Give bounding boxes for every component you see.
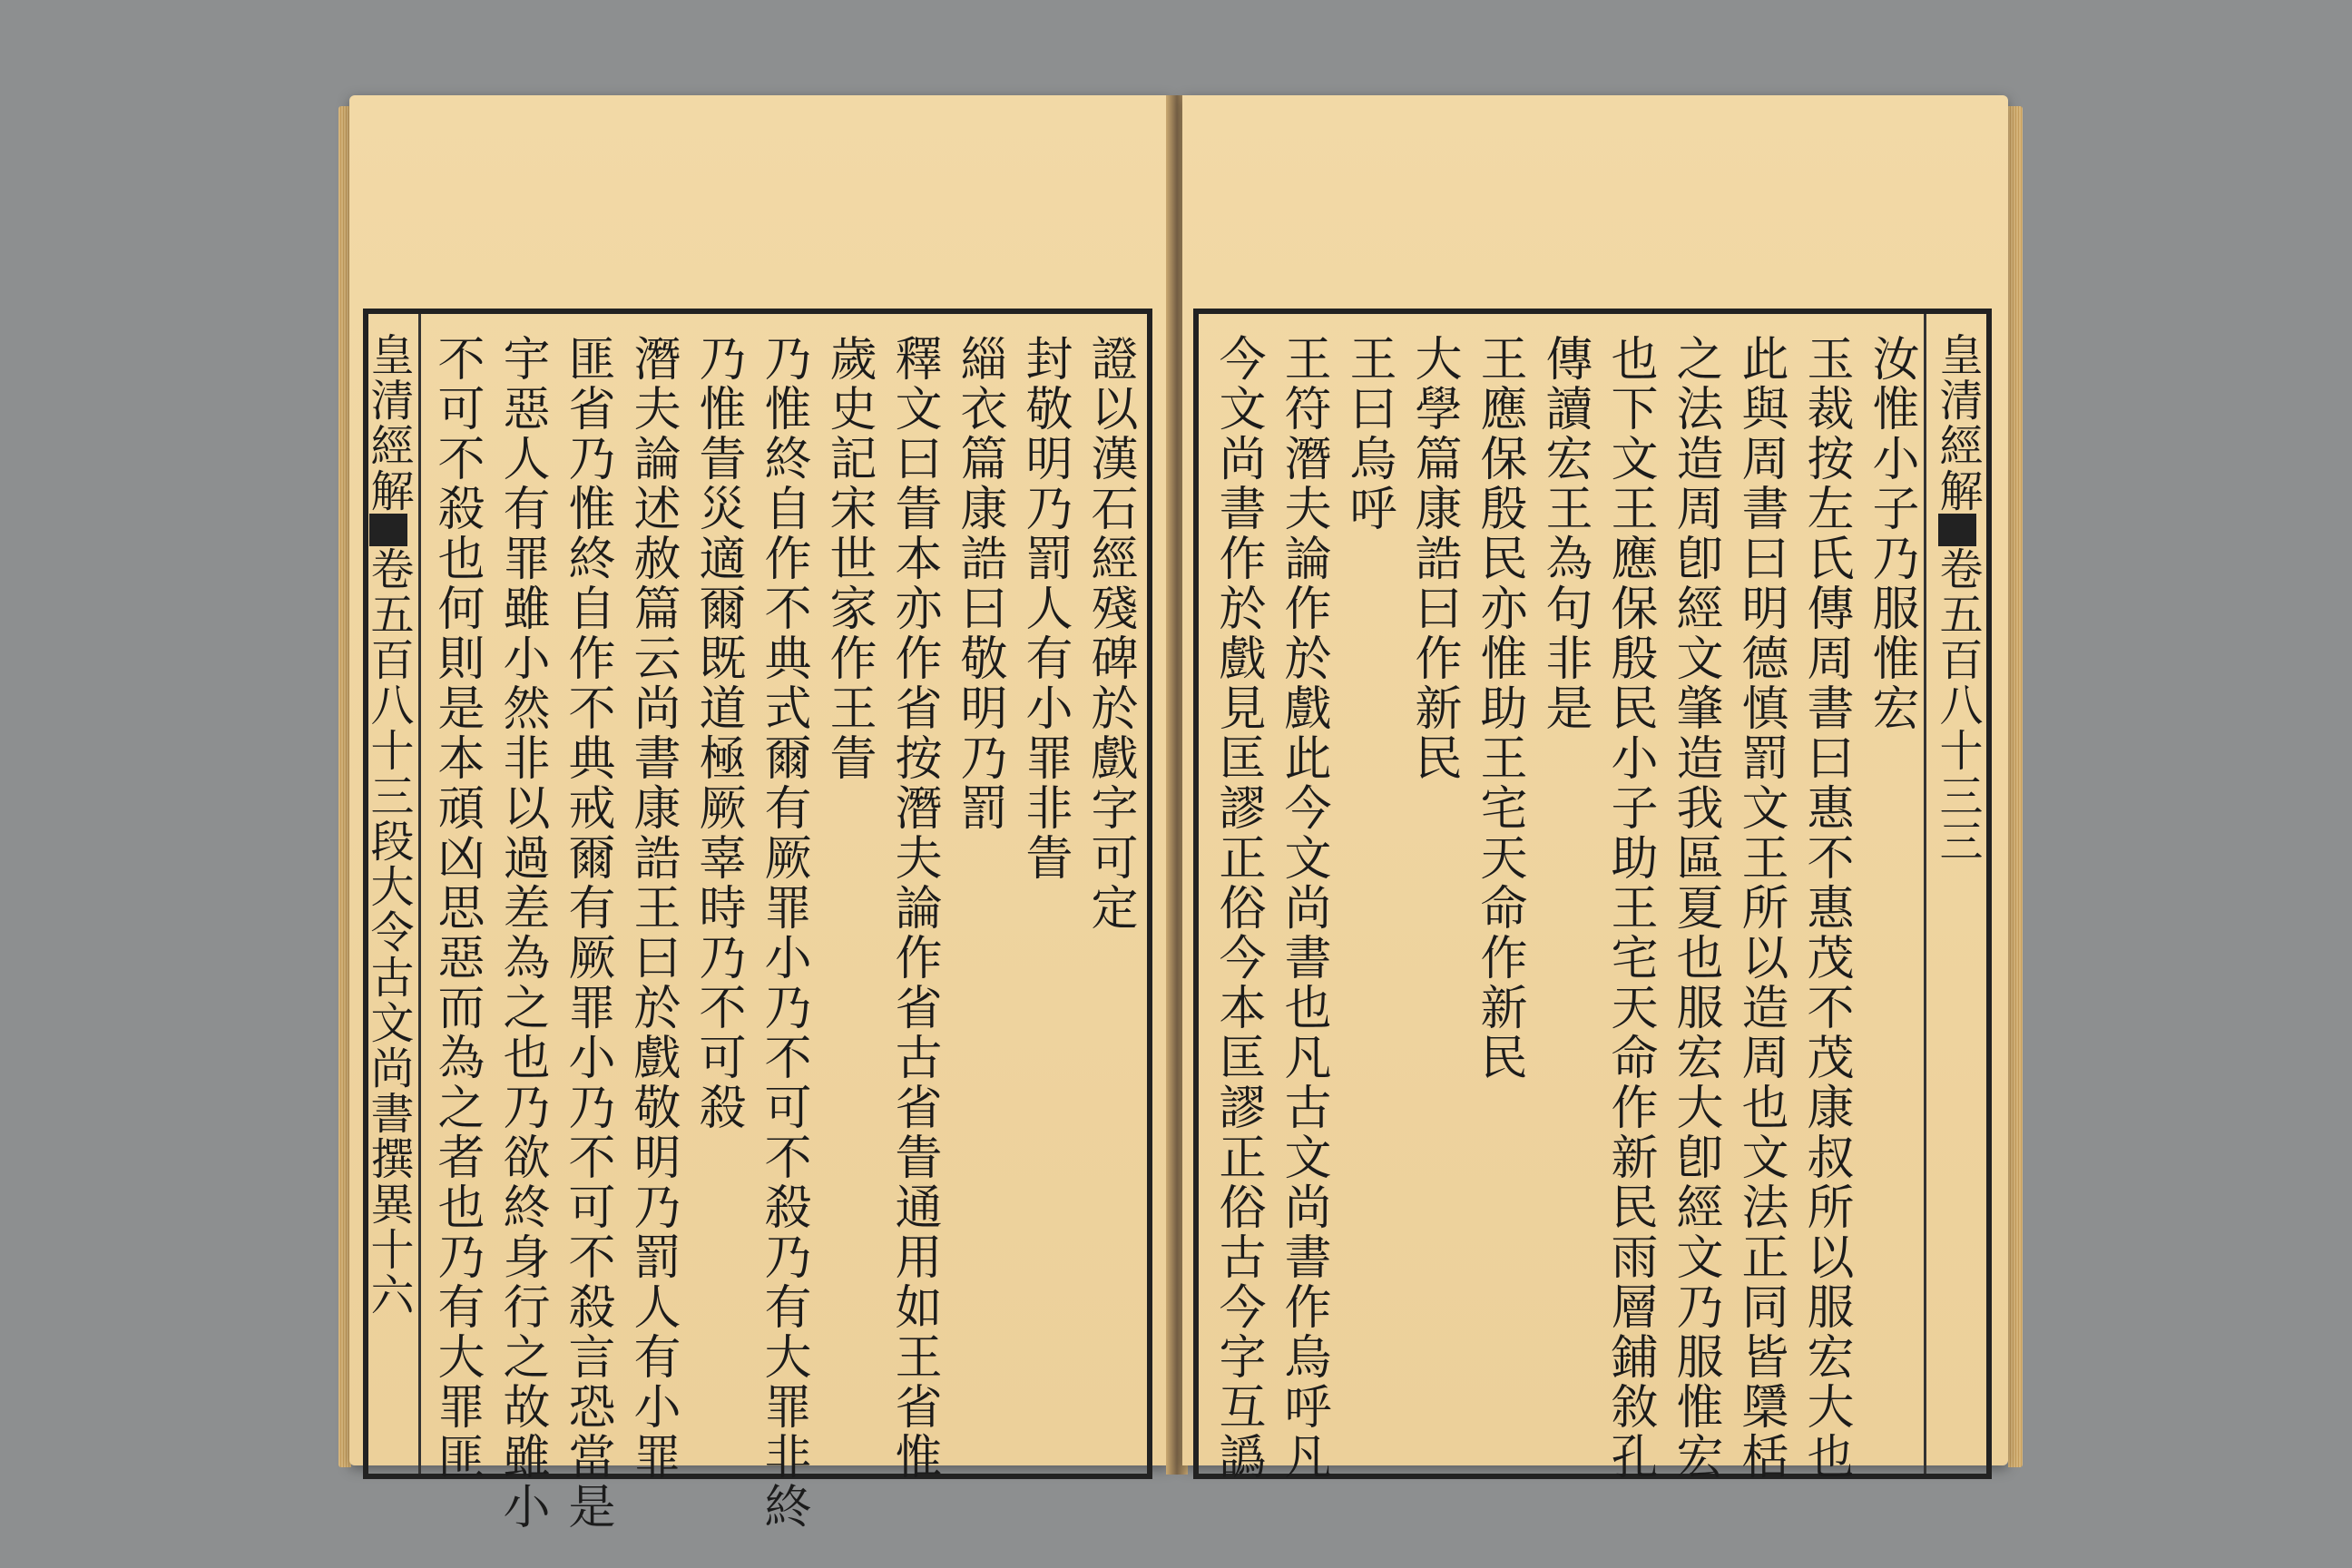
right-page (1182, 95, 2008, 1482)
text-column: 匪省乃惟終自作不典戒爾有厥罪小乃不可不殺言恐當是 (560, 334, 614, 1532)
book-title: 皇清經解 (363, 332, 414, 514)
margin-rule (1924, 314, 1926, 1474)
text-column: 也下文王應保殷民小子助王宅天命作新民雨層鋪敘孔 (1602, 334, 1657, 1482)
volume-label: 卷五百八十三 (1932, 546, 1983, 818)
text-column: 緇衣篇康誥曰敬明乃罰 (952, 334, 1006, 833)
text-column: 王應保殷民亦惟助王宅天命作新民 (1472, 334, 1526, 1083)
left-page-text-frame (363, 309, 1152, 1532)
text-column: 不可不殺也何則是本頑凶思惡而為之者也乃有大罪匪 (429, 334, 484, 1482)
text-column: 之法造周卽經文肇造我區夏也服宏大卽經文乃服惟宏 (1668, 334, 1722, 1482)
text-column: 歲史記宋世家作王眚 (821, 334, 876, 783)
text-column: 此與周書曰明德慎罰文王所以造周也文法正同皆檃栝 (1733, 334, 1788, 1482)
text-column: 王曰烏呼 (1341, 334, 1396, 534)
open-book (349, 95, 2010, 1532)
margin-rule (418, 314, 421, 1474)
fish-tail-marker (1938, 514, 1976, 546)
right-page-text-frame (1193, 309, 1992, 1482)
page-number: 十六 (363, 1227, 414, 1318)
page-margin-label (361, 314, 416, 1474)
book-title: 皇清經解 (1932, 332, 1983, 514)
text-column: 封敬明乃罰人有小罪非眚 (1017, 334, 1072, 883)
text-column: 傳讀宏王為句非是 (1537, 334, 1592, 733)
fish-tail-marker (369, 514, 407, 546)
text-column: 宇惡人有罪雖小然非以過差為之也乃欲終身行之故雖小 (495, 334, 549, 1532)
text-column: 玉裁按左氏傳周書曰惠不惠茂不茂康叔所以服宏大也 (1798, 334, 1853, 1482)
page-edge-right (2008, 106, 2023, 1467)
text-column: 王符潛夫論作於戲此今文尚書也凡古文尚書作烏呼凡 (1276, 334, 1330, 1482)
left-page (349, 95, 1171, 1532)
page-number: 三 (1932, 818, 1983, 864)
text-column: 大學篇康誥曰作新民 (1406, 334, 1461, 783)
section-label: 段大令古文尚書撰異 (363, 818, 414, 1227)
text-column: 今文尚書作於戲見匡謬正俗今本匡謬正俗古今字互譌 (1210, 334, 1265, 1482)
text-column: 釋文曰眚本亦作省按潛夫論作省古省眚通用如王省惟 (887, 334, 941, 1482)
text-column: 乃惟眚災適爾既道極厥辜時乃不可殺 (691, 334, 745, 1132)
text-column: 潛夫論述赦篇云尚書康誥王曰於戲敬明乃罰人有小罪 (625, 334, 680, 1482)
volume-label: 卷五百八十三 (363, 546, 414, 818)
text-column: 汝惟小子乃服惟宏 (1864, 334, 1918, 733)
text-column: 證以漢石經殘碑於戲字可定 (1083, 334, 1137, 933)
page-margin-label (1930, 314, 1984, 1474)
text-column: 乃惟終自作不典式爾有厥罪小乃不可不殺乃有大罪非終 (756, 334, 810, 1532)
